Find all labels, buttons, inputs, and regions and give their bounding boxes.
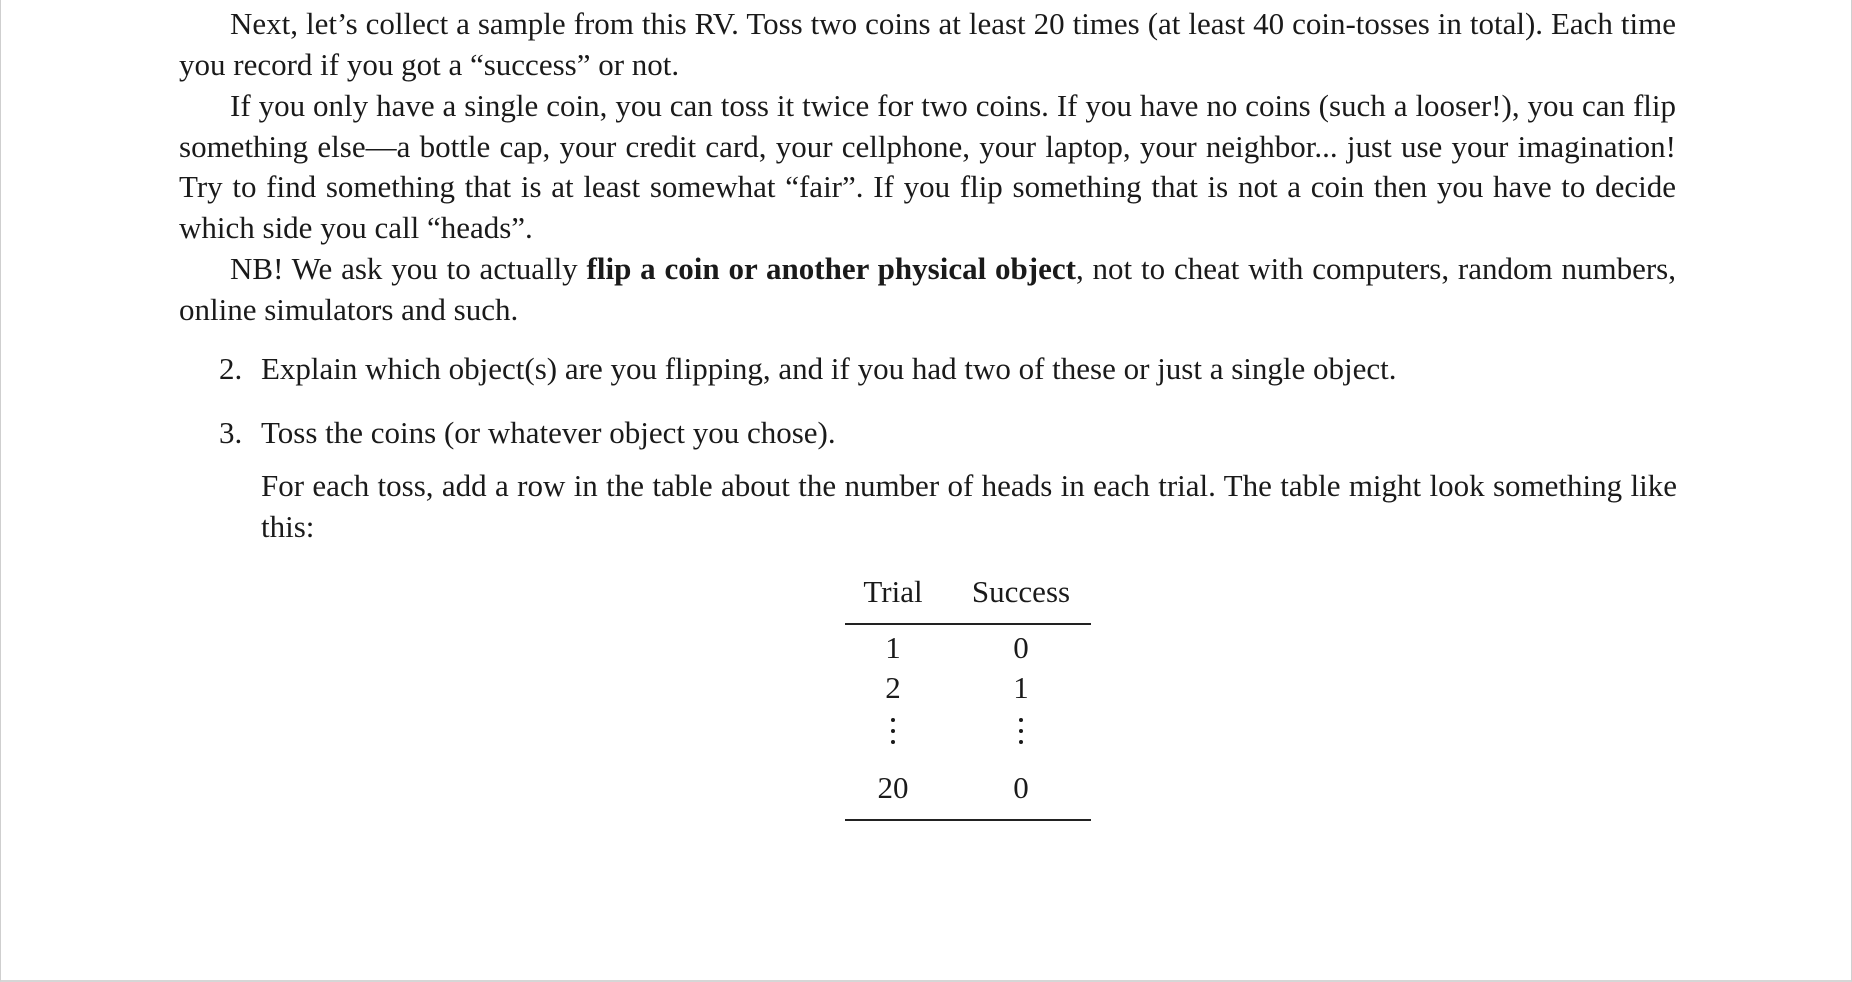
table-top-rule [845, 623, 1091, 625]
vertical-ellipsis-icon [1018, 712, 1024, 748]
list-item-3 [219, 413, 1679, 454]
list-item-3-paragraph: For each toss, add a row in the table about the number of heads in each trial. The table might look something like this: [261, 468, 1677, 544]
paragraph-single-coin-text: If you only have a single coin, you can toss it twice for two coins. If you have no coins (such a looser!), you can flip something else—a bottle cap, your credit card, your cellphone, your laptop, your neighbor... just use your imagination! Try to find something that is at least somewhat “fair”. If you flip something that is not a coin then you have to decide which side you call “heads”. [179, 88, 1676, 245]
paragraph-intro [179, 4, 1676, 85]
table-vdots [965, 712, 1077, 758]
paragraph-nb-text-after: , not to cheat with computers, random numbers, online simulators and such. [179, 251, 1676, 327]
table-cell-success: 0 [1013, 630, 1029, 665]
paragraph-single-coin [179, 86, 1676, 248]
list-item-3-number: 3. [219, 415, 243, 450]
list-item-2 [219, 349, 1679, 390]
paragraph-nb-text-before: NB! We ask you to actually [230, 251, 587, 286]
table-header-trial: Trial [863, 574, 923, 609]
vertical-ellipsis-icon [890, 712, 896, 748]
table-cell-success: 0 [1013, 770, 1029, 805]
paragraph-nb-note [179, 249, 1676, 330]
table-cell-success: 1 [1013, 670, 1029, 705]
table-cell-trial: 1 [885, 630, 901, 665]
table-cell-trial: 2 [885, 670, 901, 705]
list-item-2-number: 2. [219, 351, 243, 386]
table-vdots [859, 712, 927, 758]
table-bottom-rule [845, 819, 1091, 821]
list-item-2-text: Explain which object(s) are you flipping, and if you had two of these or just a single object. [261, 351, 1397, 386]
paragraph-nb-emphasis: flip a coin or another physical object [586, 251, 1076, 286]
table-cell-trial: 20 [877, 770, 909, 805]
list-item-3-text: Toss the coins (or whatever object you chose). [261, 415, 836, 450]
table-header-success: Success [971, 574, 1071, 609]
paragraph-intro-text: Next, let’s collect a sample from this RV. Toss two coins at least 20 times (at least 40 coin-tosses in total). Each time you record if you got a “success” or not. [179, 6, 1676, 82]
